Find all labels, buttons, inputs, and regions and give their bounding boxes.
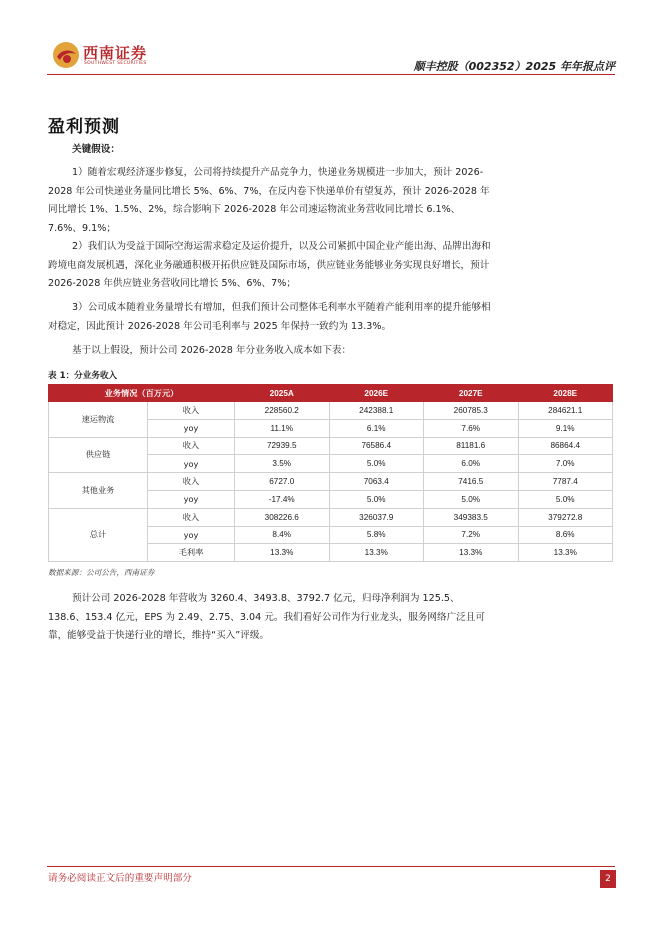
table-header-row [49, 385, 613, 402]
value-cell: 326037.9 [329, 508, 424, 526]
header-cell: 业务情况（百万元） [49, 385, 235, 402]
value-cell: 284621.1 [518, 402, 613, 420]
segment-name: 供应链 [49, 437, 148, 473]
segment-revenue-table [48, 384, 613, 562]
report-title: 顺丰控股（002352）2025 年年报点评 [413, 60, 615, 73]
value-cell: 6.1% [329, 419, 424, 437]
logo-text-en: SOUTHWEST SECURITIES [84, 61, 147, 66]
value-cell: 7.0% [518, 455, 613, 473]
segment-name: 速运物流 [49, 402, 148, 438]
table-row [49, 402, 613, 420]
value-cell: 7063.4 [329, 473, 424, 491]
value-cell: 5.8% [329, 526, 424, 544]
table-intro-paragraph: 基于以上假设，预计公司 2026-2028 年分业务收入成本如下表： [72, 345, 352, 356]
table-source-note: 数据来源：公司公告，西南证券 [48, 568, 155, 577]
value-cell: 8.6% [518, 526, 613, 544]
metric-label: 收入 [148, 437, 235, 455]
footer-disclaimer: 请务必阅读正文后的重要声明部分 [48, 873, 192, 884]
logo-emblem-icon [51, 40, 81, 70]
segment-name: 总计 [49, 508, 148, 561]
value-cell: 13.3% [518, 544, 613, 562]
page-number: 2 [600, 870, 616, 888]
value-cell: 7.6% [424, 419, 519, 437]
value-cell: 7416.5 [424, 473, 519, 491]
header-cell: 2028E [518, 385, 613, 402]
table-row [49, 437, 613, 455]
value-cell: 72939.5 [235, 437, 330, 455]
value-cell: 7787.4 [518, 473, 613, 491]
value-cell: 3.5% [235, 455, 330, 473]
metric-label: 收入 [148, 508, 235, 526]
value-cell: 242388.1 [329, 402, 424, 420]
metric-label: 毛利率 [148, 544, 235, 562]
value-cell: 86864.4 [518, 437, 613, 455]
company-logo [51, 40, 171, 72]
metric-label: yoy [148, 526, 235, 544]
value-cell: 11.1% [235, 419, 330, 437]
forecast-summary-paragraph: 预计公司 2026-2028 年营收为 3260.4、3493.8、3792.7 亿元，归母净利润为 125.5、138.6、153.4 亿元，EPS 为 2.49、2.75、3.04 元。我们看好公司作为行业龙头，服务网络广泛且可靠，能够受益于快递行业的增长，维持“买入”评级。 [48, 593, 485, 641]
value-cell: 5.0% [424, 490, 519, 508]
value-cell: 13.3% [235, 544, 330, 562]
value-cell: 8.4% [235, 526, 330, 544]
value-cell: 349383.5 [424, 508, 519, 526]
metric-label: yoy [148, 419, 235, 437]
value-cell: 7.2% [424, 526, 519, 544]
value-cell: 6727.0 [235, 473, 330, 491]
value-cell: 76586.4 [329, 437, 424, 455]
value-cell: 260785.3 [424, 402, 519, 420]
value-cell: 228560.2 [235, 402, 330, 420]
segment-name: 其他业务 [49, 473, 148, 509]
table-row [49, 473, 613, 491]
assumption-paragraph-2: 2）我们认为受益于国际空海运需求稳定及运价提升，以及公司紧抓中国企业产能出海、品牌出海和跨境电商发展机遇，深化业务融通积极开拓供应链及国际市场，供应链业务能够业务实现良好增长，预计 2026-2028 年供应链业务营收同比增长 5%、6%、7%； [48, 241, 491, 289]
table-row [49, 508, 613, 526]
footer-divider [47, 866, 615, 867]
key-assumptions-label: 关键假设： [72, 144, 120, 155]
assumption-paragraph-1: 1）随着宏观经济逐步修复，公司将持续提升产品竞争力，快递业务规模进一步加大，预计 2026-2028 年公司快递业务量同比增长 5%、6%、7%，在反内卷下快递单价有望复苏，预计 2026-2028 年同比增长 1%、1.5%、2%，综合影响下 2026-2028 年公司速运物流业务营收同比增长 6.1%、7.6%、9.1%； [48, 167, 490, 234]
value-cell: 308226.6 [235, 508, 330, 526]
assumption-paragraph-3: 3）公司成本随着业务量增长有增加，但我们预计公司整体毛利率水平随着产能利用率的提升能够相对稳定，因此预计 2026-2028 年公司毛利率与 2025 年保持一致约为 13.3%。 [48, 302, 491, 332]
value-cell: 13.3% [424, 544, 519, 562]
header-cell: 2025A [235, 385, 330, 402]
logo-text-cn: 西南证券 [83, 44, 148, 62]
table-caption: 表 1：分业务收入 [48, 371, 118, 381]
value-cell: 5.0% [518, 490, 613, 508]
value-cell: 5.0% [329, 490, 424, 508]
value-cell: 13.3% [329, 544, 424, 562]
metric-label: 收入 [148, 473, 235, 491]
value-cell: 379272.8 [518, 508, 613, 526]
metric-label: yoy [148, 455, 235, 473]
metric-label: yoy [148, 490, 235, 508]
value-cell: 81181.6 [424, 437, 519, 455]
section-title: 盈利预测 [48, 117, 120, 137]
header-cell: 2027E [424, 385, 519, 402]
value-cell: 5.0% [329, 455, 424, 473]
metric-label: 收入 [148, 402, 235, 420]
value-cell: 6.0% [424, 455, 519, 473]
header-cell: 2026E [329, 385, 424, 402]
value-cell: 9.1% [518, 419, 613, 437]
header-divider [47, 74, 615, 75]
value-cell: -17.4% [235, 490, 330, 508]
